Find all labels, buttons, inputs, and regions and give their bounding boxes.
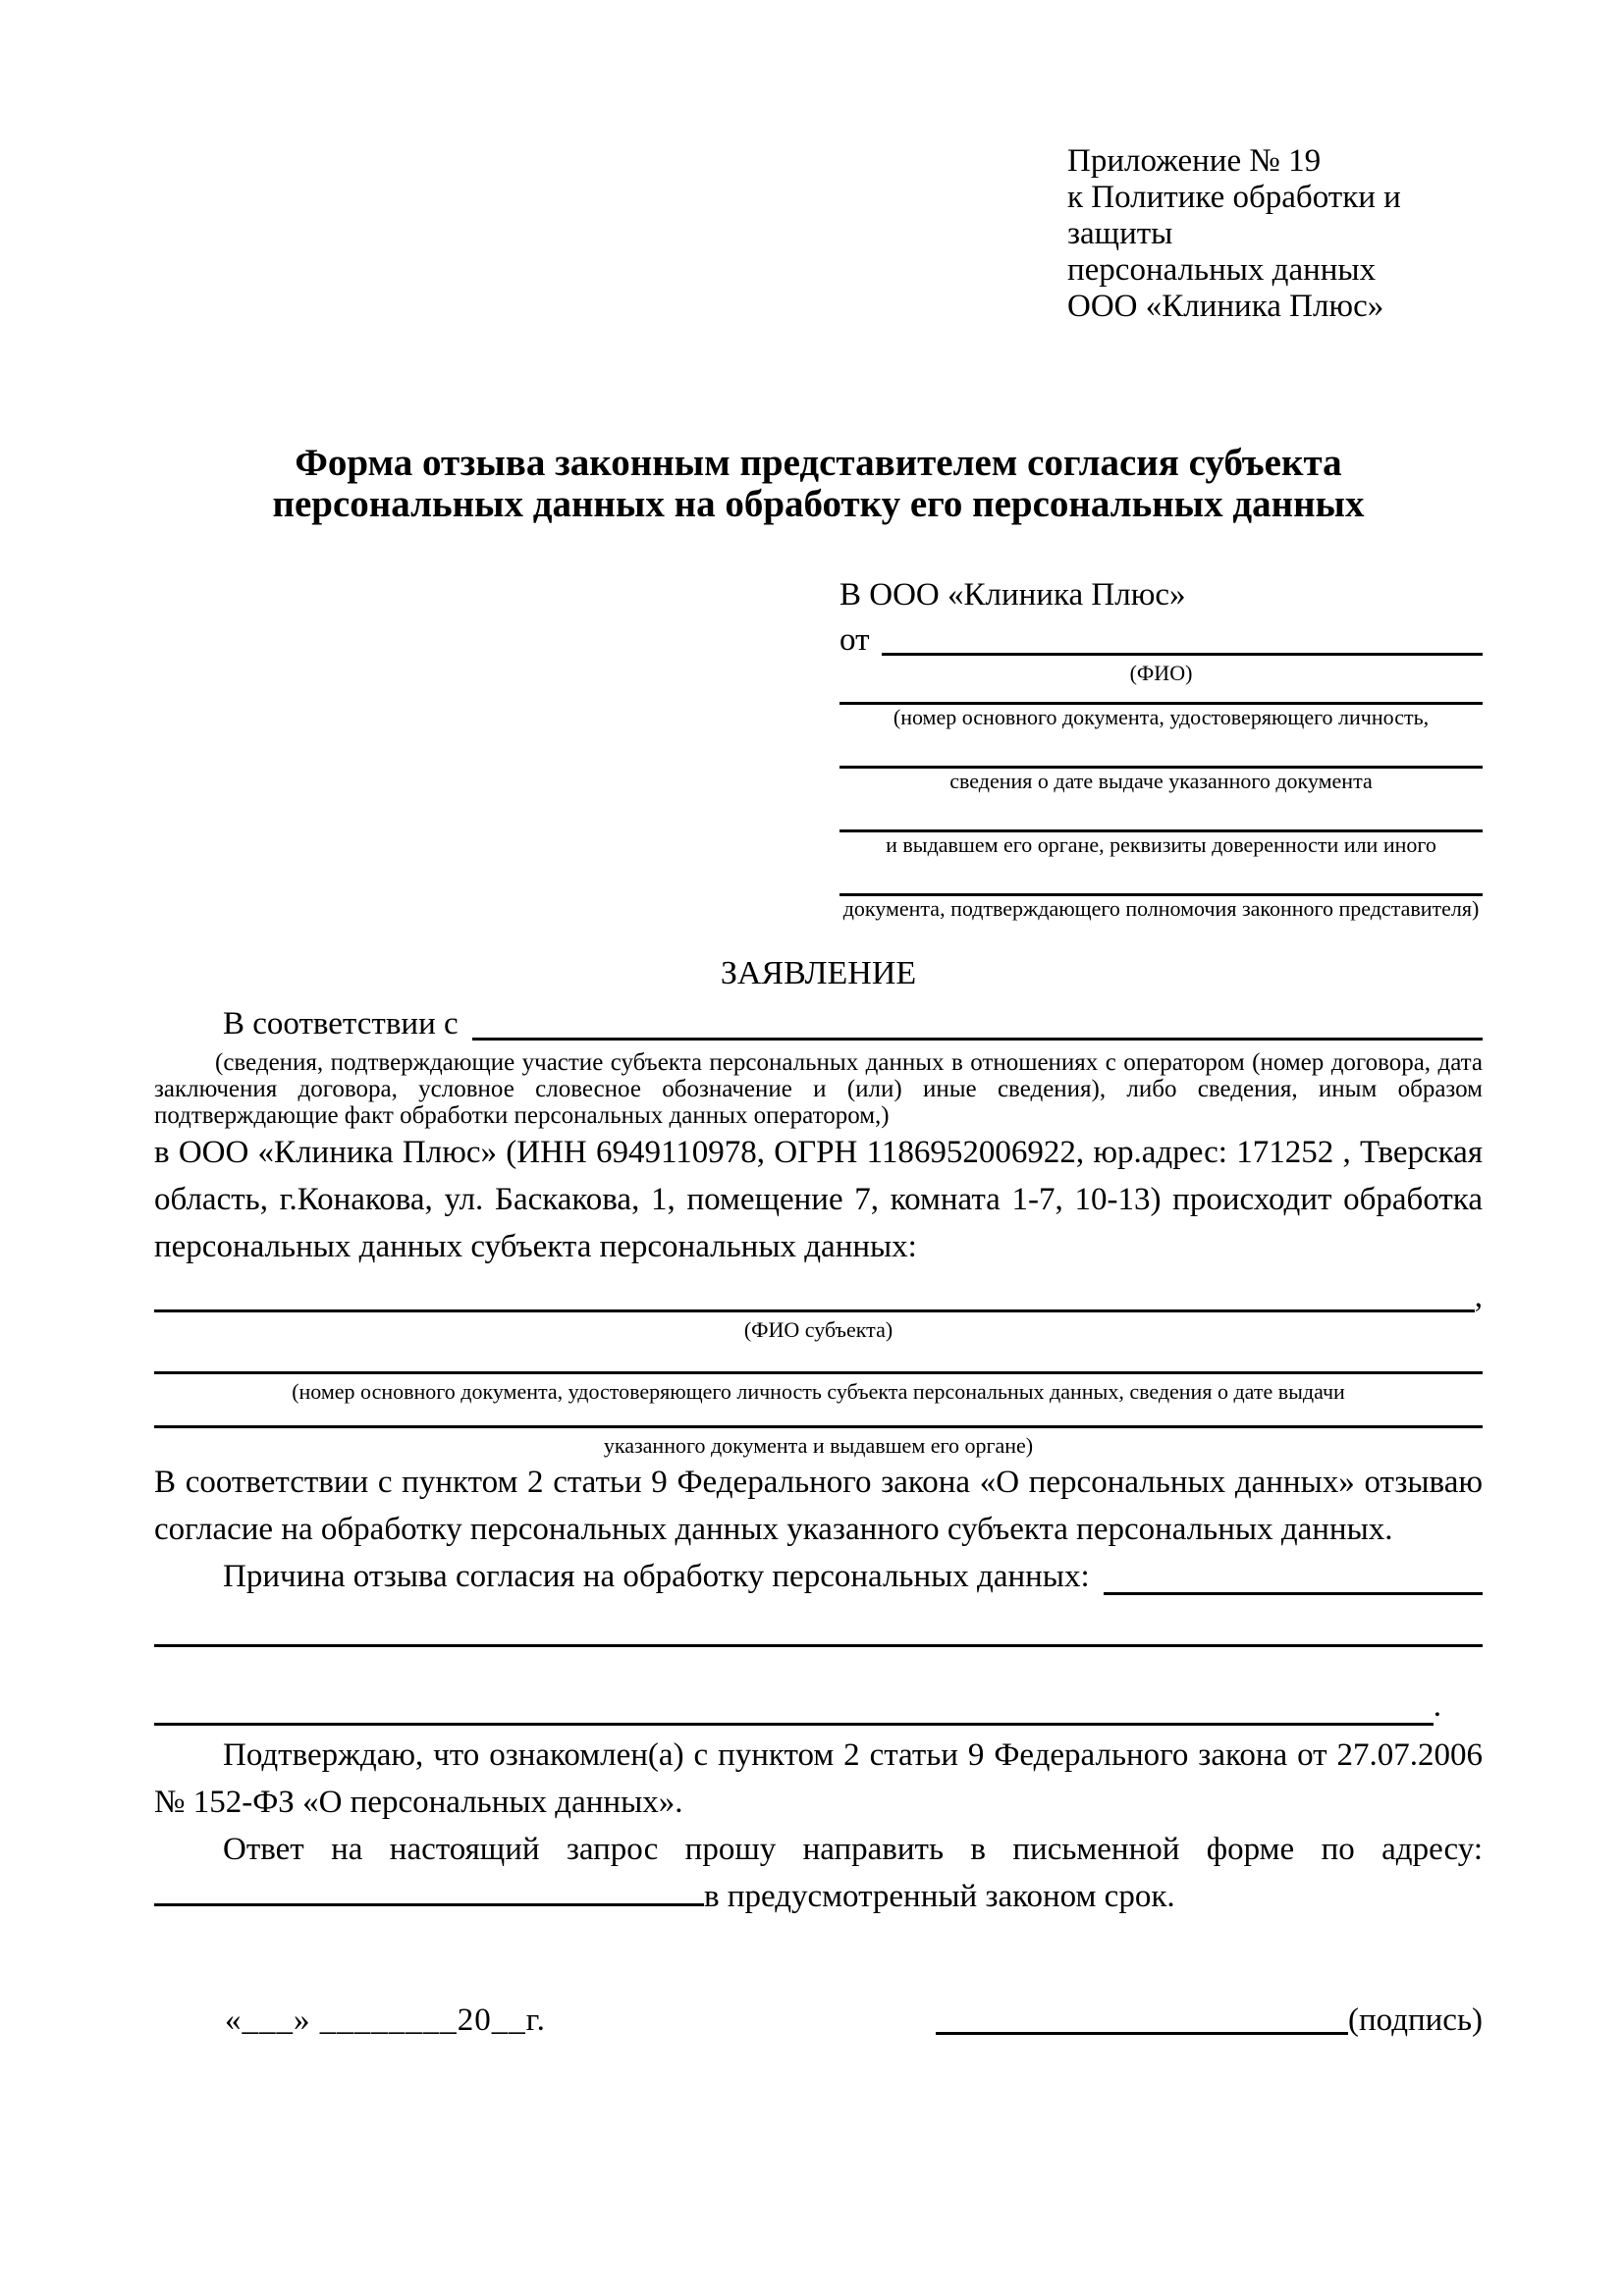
reason-extra-row-1 <box>154 1643 1483 1647</box>
confirm-paragraph: Подтверждаю, что ознакомлен(а) с пунктом 2 статьи 9 Федерального закона от 27.07.2006 № 152-ФЗ «О персональных данных». <box>154 1737 1483 1820</box>
page-title-line-1: Форма отзыва законным представителем согласия субъекта <box>295 442 1342 484</box>
representative-doc-blank-line-4 <box>839 858 1483 896</box>
signature-caption: (подпись) <box>1348 2002 1483 2038</box>
operator-paragraph: в ООО «Клиника Плюс» (ИНН 6949110978, ОГРН 1186952006922, юр.адрес: 171252 , Тверская область, г.Конакова, ул. Баскакова, 1, помещение 7, комната 1-7, 10-13) происходит обработка персональных данных субъекта персональных данных: <box>154 1135 1483 1264</box>
intro-blank-line <box>472 1037 1483 1041</box>
reason-label: Причина отзыва согласия на обработку персональных данных: <box>223 1559 1090 1594</box>
doc-caption-3: и выдавшем его органе, реквизиты доверенности или иного <box>886 832 1436 857</box>
doc-caption-4: документа, подтверждающего полномочия законного представителя) <box>842 896 1480 921</box>
representative-fio-blank-line <box>882 652 1484 656</box>
intro-footnote: (сведения, подтверждающие участие субъекта персональных данных в отношениях с оператором (номер договора, дата заключения договора, условное словесное обозначение и (или) иные сведения), либо сведения, иным образом подтверждающие факт обработки персональных данных оператором,) <box>154 1049 1483 1129</box>
document-content <box>154 0 1483 2042</box>
reply-tail: в предусмотренный законом срок. <box>704 1879 1175 1914</box>
footer-row <box>154 1999 1483 2042</box>
appendix-line-1: Приложение № 19 <box>1067 143 1322 179</box>
address-blank-line <box>154 1878 704 1906</box>
addressee-to: В ООО «Клиника Плюс» <box>839 577 1186 613</box>
intro-row <box>154 1002 1483 1045</box>
withdrawal-paragraph: В соответствии с пунктом 2 статьи 9 Федерального закона «О персональных данных» отзываю согласие на обработку персональных данных указанного субъекта персональных данных. <box>154 1465 1483 1547</box>
subject-doc-row-1 <box>154 1370 1483 1379</box>
reason-extra-blank-line-1 <box>154 1643 1483 1647</box>
statement-heading: ЗАЯВЛЕНИЕ <box>720 955 917 991</box>
representative-doc-blank-line-3 <box>839 794 1483 832</box>
sentence-period: . <box>1433 1688 1441 1724</box>
from-label: от <box>839 622 870 658</box>
subject-doc-row-2 <box>154 1424 1483 1433</box>
addressee-block <box>839 574 1483 922</box>
appendix-line-4: ООО «Клиника Плюс» <box>1067 289 1384 324</box>
doc-caption-2: сведения о дате выдаче указанного документа <box>949 769 1373 793</box>
representative-doc-blank-line-1 <box>839 686 1483 705</box>
reason-blank-line <box>1104 1591 1483 1595</box>
representative-doc-blank-line-2 <box>839 730 1483 769</box>
fio-caption: (ФИО) <box>1129 661 1193 685</box>
page-title <box>154 443 1483 525</box>
subject-doc-caption-2: указанного документа и выдавшем его органе) <box>603 1433 1034 1458</box>
page-title-line-2: персональных данных на обработку его персональных данных <box>272 483 1365 525</box>
reason-extra-blank-line-2 <box>154 1722 1434 1726</box>
subject-fio-caption: (ФИО субъекта) <box>743 1317 893 1342</box>
subject-fio-row <box>154 1276 1483 1317</box>
signature-group <box>936 1999 1483 2042</box>
appendix-line-2: к Политике обработки и защиты <box>1067 180 1401 251</box>
signature-blank-line <box>936 2032 1348 2035</box>
reply-label: Ответ на настоящий запрос прошу направить в письменной форме по адресу: <box>223 1832 1483 1867</box>
date-line: «___» ________20__г. <box>225 2002 546 2038</box>
reply-paragraph <box>154 1826 1483 1920</box>
subject-doc-caption-1: (номер основного документа, удостоверяющего личность субъекта персональных данных, сведения о дате выдачи <box>292 1379 1345 1404</box>
reason-row <box>154 1553 1483 1600</box>
appendix-line-3: персональных данных <box>1067 252 1377 288</box>
subject-doc-blank-line-1 <box>154 1370 1483 1374</box>
subject-fio-blank-line <box>154 1308 1475 1312</box>
intro-label: В соответствии с <box>223 1006 459 1041</box>
appendix-note <box>1067 143 1483 325</box>
addressee-from-row <box>839 619 1483 661</box>
trailing-comma: , <box>1474 1279 1483 1314</box>
doc-caption-1: (номер основного документа, удостоверяющего личность, <box>893 705 1430 729</box>
reason-extra-row-2 <box>154 1686 1483 1726</box>
subject-doc-blank-line-2 <box>154 1424 1483 1428</box>
